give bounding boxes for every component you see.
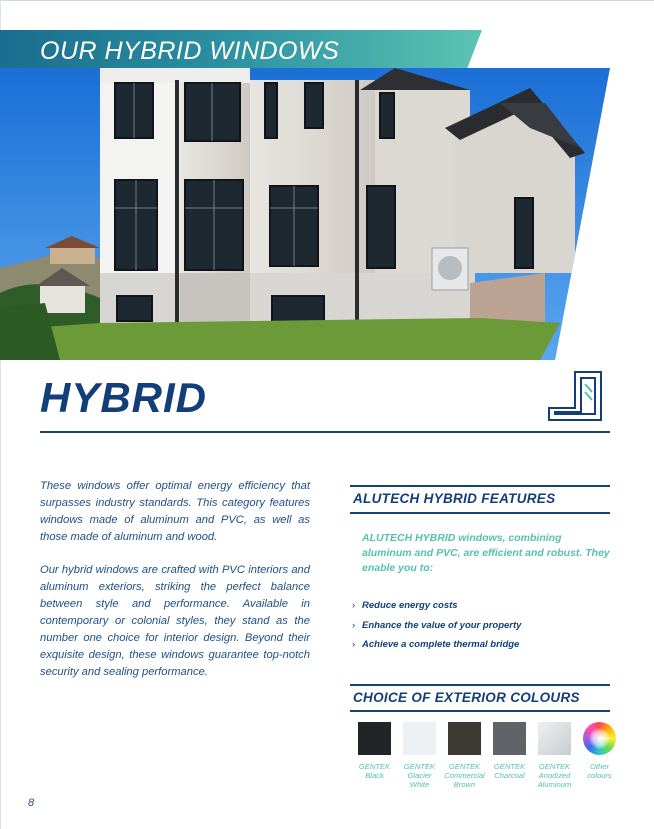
colour-wheel-icon [583, 722, 616, 755]
colour-chip [358, 722, 391, 755]
colour-chip [448, 722, 481, 755]
window-profile-icon [545, 368, 607, 428]
swatch-black [352, 722, 397, 789]
swatch-label: GENTEK Glacier White [403, 762, 436, 789]
features-intro: ALUTECH HYBRID windows, combining aluminum and PVC, are efficient and robust. They enable you to: [362, 532, 610, 574]
swatch-label: GENTEK Commercial Brown [444, 762, 485, 789]
chevron-right-icon: › [352, 639, 356, 650]
colour-swatches [352, 722, 622, 789]
features-bottom-rule [350, 512, 610, 514]
swatch-label: GENTEK Black [358, 762, 391, 780]
features-list [352, 600, 521, 659]
feature-text: Achieve a complete thermal bridge [362, 639, 520, 650]
swatch-other-colours [577, 722, 622, 789]
swatch-label: GENTEK Anodized Aluminum [537, 762, 572, 789]
list-item [352, 600, 521, 620]
page-header-title: OUR HYBRID WINDOWS [40, 37, 340, 65]
colours-title: CHOICE OF EXTERIOR COLOURS [353, 690, 580, 705]
page-title: HYBRID [40, 374, 208, 421]
intro-paragraph-1: These windows offer optimal energy efficiency that surpasses industry standards. This category features windows made of aluminum and PVC, as well as those made of aluminum and wood. [40, 480, 310, 543]
swatch-commercial-brown [442, 722, 487, 789]
chevron-right-icon: › [352, 600, 356, 611]
feature-text: Reduce energy costs [362, 600, 458, 611]
colour-chip [493, 722, 526, 755]
swatch-anodized-aluminum [532, 722, 577, 789]
colours-bottom-rule [350, 710, 610, 712]
page-number: 8 [28, 797, 35, 809]
colour-chip [538, 722, 571, 755]
intro-paragraph-2: Our hybrid windows are crafted with PVC interiors and aluminum exteriors, striking the perfect balance between style and performance. Available in contemporary or colonial styles, they stand as the number one choice for interior design. Beyond their exquisite design, these windows guarantee top-notch security and sealing performance. [40, 564, 310, 678]
features-top-rule [350, 485, 610, 487]
chevron-right-icon: › [352, 619, 356, 631]
house-photo-illustration [0, 68, 610, 360]
title-divider [40, 431, 610, 433]
colours-top-rule [350, 684, 610, 686]
features-title: ALUTECH HYBRID FEATURES [353, 491, 556, 506]
hero-photo [0, 68, 610, 360]
feature-text: Enhance the value of your property [362, 619, 522, 631]
swatch-label: Other colours [587, 762, 612, 780]
swatch-label: GENTEK Charcoal [493, 762, 526, 780]
swatch-charcoal [487, 722, 532, 789]
list-item [352, 639, 521, 659]
list-item [352, 620, 521, 640]
swatch-glacier-white [397, 722, 442, 789]
colour-chip [403, 722, 436, 755]
